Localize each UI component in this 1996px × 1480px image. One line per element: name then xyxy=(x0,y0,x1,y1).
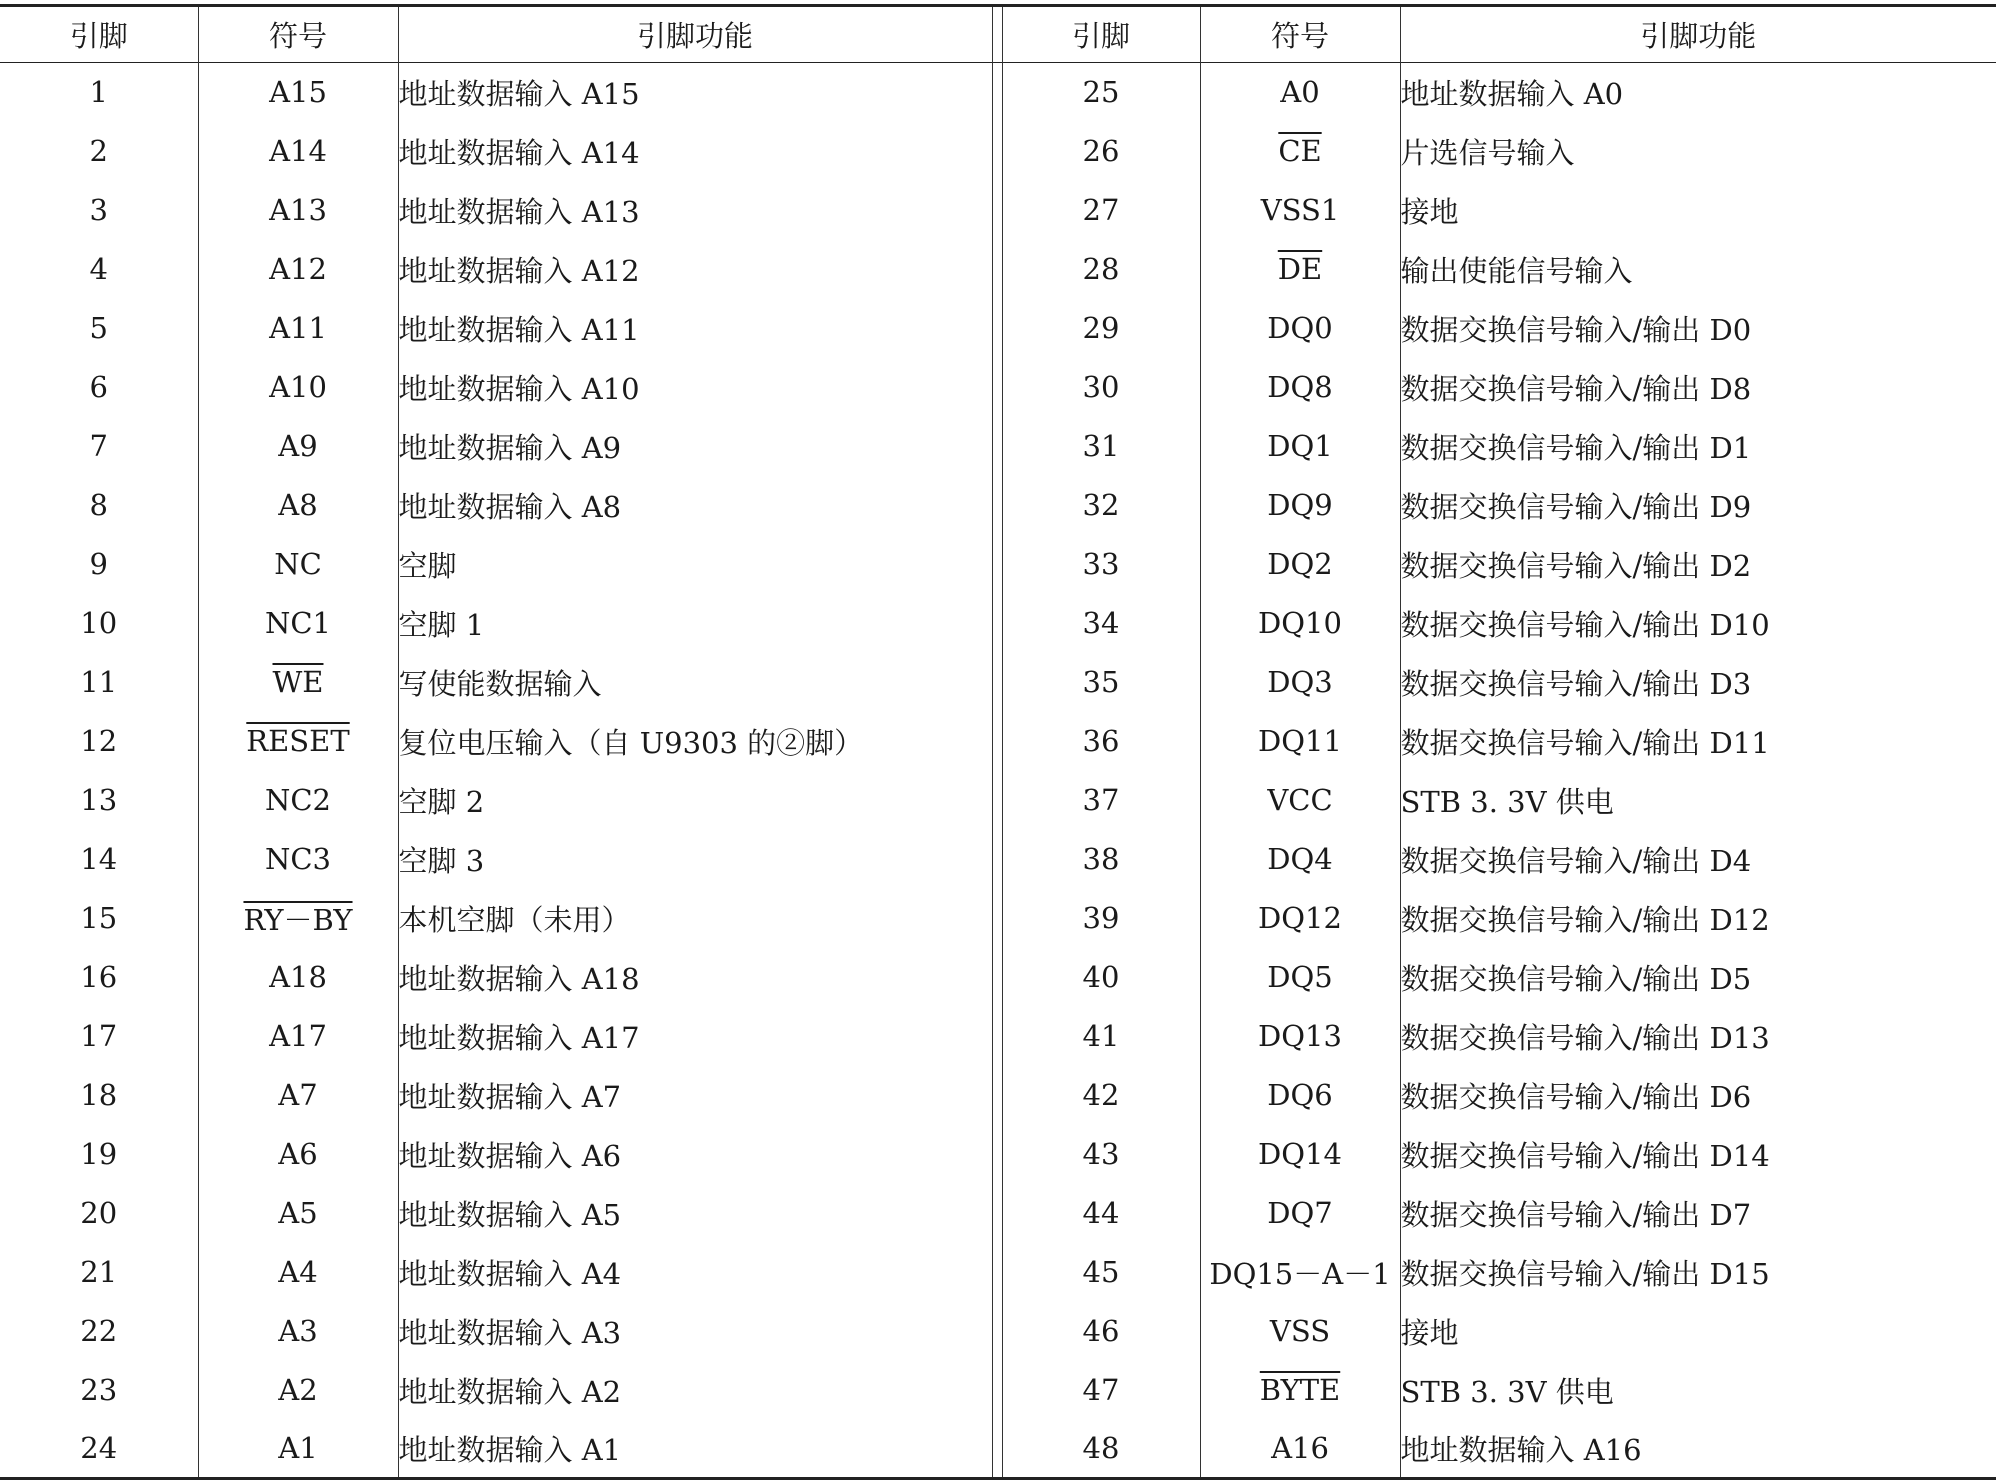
pin-function-cell: 地址数据输入 A8 xyxy=(398,489,622,524)
column-gap xyxy=(992,1420,1002,1479)
pin-function-cell: 数据交换信号输入/输出 D11 xyxy=(1400,725,1770,760)
pin-symbol-cell: VSS xyxy=(1200,1302,1400,1361)
pin-number-cell: 42 xyxy=(1002,1066,1200,1125)
pin-function-cell: 写使能数据输入 xyxy=(398,666,602,701)
pin-number-cell: 19 xyxy=(0,1125,198,1184)
pin-number-cell: 22 xyxy=(0,1302,198,1361)
table-row xyxy=(0,1007,1996,1066)
pin-function-cell: 地址数据输入 A1 xyxy=(398,1432,622,1467)
table-row xyxy=(0,712,1996,771)
pin-symbol-cell xyxy=(1200,122,1400,181)
pin-symbol-cell: A14 xyxy=(198,122,398,181)
column-gap xyxy=(992,240,1002,299)
table-row xyxy=(0,1184,1996,1243)
table-row xyxy=(0,358,1996,417)
table-row xyxy=(0,771,1996,830)
column-gap xyxy=(992,358,1002,417)
pin-symbol-cell: DQ0 xyxy=(1200,299,1400,358)
pin-number-cell: 20 xyxy=(0,1184,198,1243)
column-gap xyxy=(992,889,1002,948)
column-gap xyxy=(992,299,1002,358)
column-gap xyxy=(992,1125,1002,1184)
pin-number-cell: 25 xyxy=(1002,63,1200,122)
pin-function-cell: STB 3. 3V 供电 xyxy=(1400,784,1614,819)
table-row xyxy=(0,948,1996,1007)
pin-function-cell: 地址数据输入 A13 xyxy=(398,194,640,229)
column-gap xyxy=(992,1007,1002,1066)
pin-number-cell: 27 xyxy=(1002,181,1200,240)
pin-number-cell: 15 xyxy=(0,889,198,948)
column-gap xyxy=(992,535,1002,594)
pin-function-cell: 数据交换信号输入/输出 D0 xyxy=(1400,312,1752,347)
table-row xyxy=(0,299,1996,358)
pin-number-cell: 14 xyxy=(0,830,198,889)
pin-number-cell: 34 xyxy=(1002,594,1200,653)
column-gap xyxy=(992,1361,1002,1420)
column-gap xyxy=(992,122,1002,181)
pin-number-cell: 12 xyxy=(0,712,198,771)
table-row xyxy=(0,1361,1996,1420)
pin-function-cell: 数据交换信号输入/输出 D8 xyxy=(1400,371,1752,406)
pin-function-cell: 数据交换信号输入/输出 D15 xyxy=(1400,1256,1770,1291)
pin-function-cell: 数据交换信号输入/输出 D12 xyxy=(1400,902,1770,937)
table-row xyxy=(0,181,1996,240)
header-pin-right: 引脚 xyxy=(1002,6,1200,63)
pin-function-cell: 地址数据输入 A18 xyxy=(398,961,640,996)
pin-function-cell: 地址数据输入 A3 xyxy=(398,1315,622,1350)
pin-symbol-cell: DQ2 xyxy=(1200,535,1400,594)
pin-number-cell: 35 xyxy=(1002,653,1200,712)
overlined-symbol: RY－BY xyxy=(243,902,353,937)
column-gap xyxy=(992,6,1002,63)
pin-symbol-cell: DQ4 xyxy=(1200,830,1400,889)
overlined-symbol: RESET xyxy=(246,724,350,758)
pin-function-cell: 地址数据输入 A5 xyxy=(398,1197,622,1232)
pin-symbol-cell: DQ8 xyxy=(1200,358,1400,417)
pin-function-cell: 数据交换信号输入/输出 D3 xyxy=(1400,666,1752,701)
pin-number-cell: 5 xyxy=(0,299,198,358)
pin-symbol-cell: DQ7 xyxy=(1200,1184,1400,1243)
pin-number-cell: 46 xyxy=(1002,1302,1200,1361)
pin-symbol-cell: A15 xyxy=(198,63,398,122)
pin-symbol-cell: A3 xyxy=(198,1302,398,1361)
header-pin-left: 引脚 xyxy=(0,6,198,63)
table-row xyxy=(0,1243,1996,1302)
pin-symbol-cell: A2 xyxy=(198,1361,398,1420)
pin-function-cell: 地址数据输入 A6 xyxy=(398,1138,622,1173)
pin-symbol-cell: DQ14 xyxy=(1200,1125,1400,1184)
pin-symbol-cell: A7 xyxy=(198,1066,398,1125)
pin-function-cell: 本机空脚（未用） xyxy=(398,902,631,937)
pin-number-cell: 30 xyxy=(1002,358,1200,417)
pin-number-cell: 43 xyxy=(1002,1125,1200,1184)
pin-number-cell: 41 xyxy=(1002,1007,1200,1066)
pin-function-cell: 数据交换信号输入/输出 D5 xyxy=(1400,961,1752,996)
pin-number-cell: 39 xyxy=(1002,889,1200,948)
pin-function-cell: 地址数据输入 A0 xyxy=(1400,76,1624,111)
table-header-row xyxy=(0,6,1996,63)
overlined-symbol: $\overline{DE}$ xyxy=(1277,252,1323,286)
pin-symbol-cell: A0 xyxy=(1200,63,1400,122)
pin-symbol-cell xyxy=(198,889,398,948)
pin-function-cell: 空脚 2 xyxy=(398,784,485,819)
pin-symbol-cell: DQ10 xyxy=(1200,594,1400,653)
pin-symbol-cell: A12 xyxy=(198,240,398,299)
table-row xyxy=(0,889,1996,948)
pin-number-cell: 45 xyxy=(1002,1243,1200,1302)
pin-function-cell: 数据交换信号输入/输出 D4 xyxy=(1400,843,1752,878)
pin-number-cell: 8 xyxy=(0,476,198,535)
column-gap xyxy=(992,417,1002,476)
table-row xyxy=(0,122,1996,181)
column-gap xyxy=(992,63,1002,122)
pin-function-cell: 输出使能信号输入 xyxy=(1400,253,1633,288)
pin-number-cell: 28 xyxy=(1002,240,1200,299)
column-gap xyxy=(992,771,1002,830)
pin-symbol-cell: NC1 xyxy=(198,594,398,653)
pin-number-cell: 44 xyxy=(1002,1184,1200,1243)
pin-number-cell: 10 xyxy=(0,594,198,653)
table-row xyxy=(0,1420,1996,1479)
overlined-symbol: $\overline{WE}$ xyxy=(272,665,324,699)
pin-symbol-cell xyxy=(1200,240,1400,299)
overlined-symbol: $\overline{CE}$ xyxy=(1278,134,1322,168)
pin-function-cell: 数据交换信号输入/输出 D2 xyxy=(1400,548,1752,583)
pin-symbol-cell: A18 xyxy=(198,948,398,1007)
pin-symbol-cell: DQ9 xyxy=(1200,476,1400,535)
pin-function-cell: 接地 xyxy=(1400,1315,1459,1350)
pin-symbol-cell: A11 xyxy=(198,299,398,358)
column-gap xyxy=(992,1184,1002,1243)
pin-number-cell: 40 xyxy=(1002,948,1200,1007)
pin-symbol-cell xyxy=(198,712,398,771)
pin-number-cell: 37 xyxy=(1002,771,1200,830)
pin-symbol-cell: VCC xyxy=(1200,771,1400,830)
column-gap xyxy=(992,712,1002,771)
pin-function-cell: 地址数据输入 A10 xyxy=(398,371,640,406)
pin-function-cell: 空脚 3 xyxy=(398,843,485,878)
pin-symbol-cell: DQ12 xyxy=(1200,889,1400,948)
pin-number-cell: 7 xyxy=(0,417,198,476)
pin-function-cell: 地址数据输入 A2 xyxy=(398,1374,622,1409)
column-gap xyxy=(992,181,1002,240)
pin-symbol-cell: A8 xyxy=(198,476,398,535)
pin-symbol-cell: A17 xyxy=(198,1007,398,1066)
pin-symbol-cell: A9 xyxy=(198,417,398,476)
pin-symbol-cell xyxy=(198,653,398,712)
pin-function-cell: 地址数据输入 A4 xyxy=(398,1256,622,1291)
pin-number-cell: 48 xyxy=(1002,1420,1200,1479)
header-symbol-left: 符号 xyxy=(198,6,398,63)
pin-number-cell: 21 xyxy=(0,1243,198,1302)
column-gap xyxy=(992,594,1002,653)
column-gap xyxy=(992,1243,1002,1302)
pin-function-cell: 地址数据输入 A14 xyxy=(398,135,640,170)
pin-symbol-cell: A1 xyxy=(198,1420,398,1479)
pin-symbol-cell: DQ13 xyxy=(1200,1007,1400,1066)
pin-function-cell: STB 3. 3V 供电 xyxy=(1400,1374,1614,1409)
column-gap xyxy=(992,830,1002,889)
pin-number-cell: 6 xyxy=(0,358,198,417)
column-gap xyxy=(992,653,1002,712)
pin-symbol-cell: A13 xyxy=(198,181,398,240)
pin-number-cell: 23 xyxy=(0,1361,198,1420)
pin-symbol-cell: DQ11 xyxy=(1200,712,1400,771)
pin-symbol-cell: A6 xyxy=(198,1125,398,1184)
pin-number-cell: 9 xyxy=(0,535,198,594)
pin-function-cell: 数据交换信号输入/输出 D14 xyxy=(1400,1138,1770,1173)
pin-number-cell: 13 xyxy=(0,771,198,830)
pin-function-cell: 地址数据输入 A9 xyxy=(398,430,622,465)
pin-number-cell: 47 xyxy=(1002,1361,1200,1420)
pin-number-cell: 1 xyxy=(0,63,198,122)
table-row xyxy=(0,535,1996,594)
pin-function-cell: 数据交换信号输入/输出 D1 xyxy=(1400,430,1752,465)
pin-function-cell: 复位电压输入（自 U9303 的②脚） xyxy=(398,725,864,760)
pin-symbol-cell: NC xyxy=(198,535,398,594)
header-function-left: 引脚功能 xyxy=(636,19,753,53)
column-gap xyxy=(992,1066,1002,1125)
pin-symbol-cell: NC3 xyxy=(198,830,398,889)
pin-symbol-cell: DQ6 xyxy=(1200,1066,1400,1125)
pin-function-cell: 地址数据输入 A12 xyxy=(398,253,640,288)
pin-function-cell: 地址数据输入 A11 xyxy=(398,312,640,347)
header-function-right: 引脚功能 xyxy=(1640,19,1757,53)
pin-function-cell: 地址数据输入 A16 xyxy=(1400,1432,1642,1467)
pin-function-cell: 数据交换信号输入/输出 D10 xyxy=(1400,607,1770,642)
pin-number-cell: 2 xyxy=(0,122,198,181)
table-row xyxy=(0,1302,1996,1361)
pin-number-cell: 17 xyxy=(0,1007,198,1066)
table-row xyxy=(0,1125,1996,1184)
pin-function-cell: 数据交换信号输入/输出 D7 xyxy=(1400,1197,1752,1232)
pin-symbol-cell: A10 xyxy=(198,358,398,417)
pin-symbol-cell: DQ15－A－1 xyxy=(1200,1243,1400,1302)
pin-symbol-cell: A4 xyxy=(198,1243,398,1302)
pin-number-cell: 16 xyxy=(0,948,198,1007)
pin-number-cell: 4 xyxy=(0,240,198,299)
pin-function-cell: 数据交换信号输入/输出 D13 xyxy=(1400,1020,1770,1055)
table-row xyxy=(0,476,1996,535)
pin-symbol-cell: VSS1 xyxy=(1200,181,1400,240)
table-row xyxy=(0,1066,1996,1125)
pin-function-cell: 地址数据输入 A7 xyxy=(398,1079,622,1114)
pin-function-cell: 空脚 xyxy=(398,548,457,583)
pin-symbol-cell: DQ1 xyxy=(1200,417,1400,476)
pin-function-cell: 数据交换信号输入/输出 D6 xyxy=(1400,1079,1752,1114)
pin-function-cell: 接地 xyxy=(1400,194,1459,229)
table-row xyxy=(0,594,1996,653)
pin-number-cell: 29 xyxy=(1002,299,1200,358)
table-row xyxy=(0,240,1996,299)
column-gap xyxy=(992,1302,1002,1361)
pin-symbol-cell: A16 xyxy=(1200,1420,1400,1479)
pin-number-cell: 33 xyxy=(1002,535,1200,594)
pin-number-cell: 18 xyxy=(0,1066,198,1125)
pin-function-cell: 片选信号输入 xyxy=(1400,135,1575,170)
table-row xyxy=(0,417,1996,476)
pin-symbol-cell xyxy=(1200,1361,1400,1420)
pin-function-cell: 地址数据输入 A15 xyxy=(398,76,640,111)
table-row xyxy=(0,653,1996,712)
pin-symbol-cell: DQ3 xyxy=(1200,653,1400,712)
pin-symbol-cell: A5 xyxy=(198,1184,398,1243)
overlined-symbol: BYTE xyxy=(1259,1373,1341,1407)
pin-number-cell: 3 xyxy=(0,181,198,240)
table-row xyxy=(0,63,1996,122)
header-symbol-right: 符号 xyxy=(1200,6,1400,63)
pin-number-cell: 32 xyxy=(1002,476,1200,535)
column-gap xyxy=(992,948,1002,1007)
pin-function-cell: 数据交换信号输入/输出 D9 xyxy=(1400,489,1752,524)
column-gap xyxy=(992,476,1002,535)
pin-number-cell: 31 xyxy=(1002,417,1200,476)
pin-function-cell: 地址数据输入 A17 xyxy=(398,1020,640,1055)
pin-number-cell: 38 xyxy=(1002,830,1200,889)
pin-number-cell: 24 xyxy=(0,1420,198,1479)
table-body xyxy=(0,63,1996,1479)
pin-number-cell: 26 xyxy=(1002,122,1200,181)
pin-function-cell: 空脚 1 xyxy=(398,607,485,642)
pin-number-cell: 36 xyxy=(1002,712,1200,771)
pin-number-cell: 11 xyxy=(0,653,198,712)
table-row xyxy=(0,830,1996,889)
pin-symbol-cell: NC2 xyxy=(198,771,398,830)
pin-function-table xyxy=(0,4,1996,1480)
pin-symbol-cell: DQ5 xyxy=(1200,948,1400,1007)
